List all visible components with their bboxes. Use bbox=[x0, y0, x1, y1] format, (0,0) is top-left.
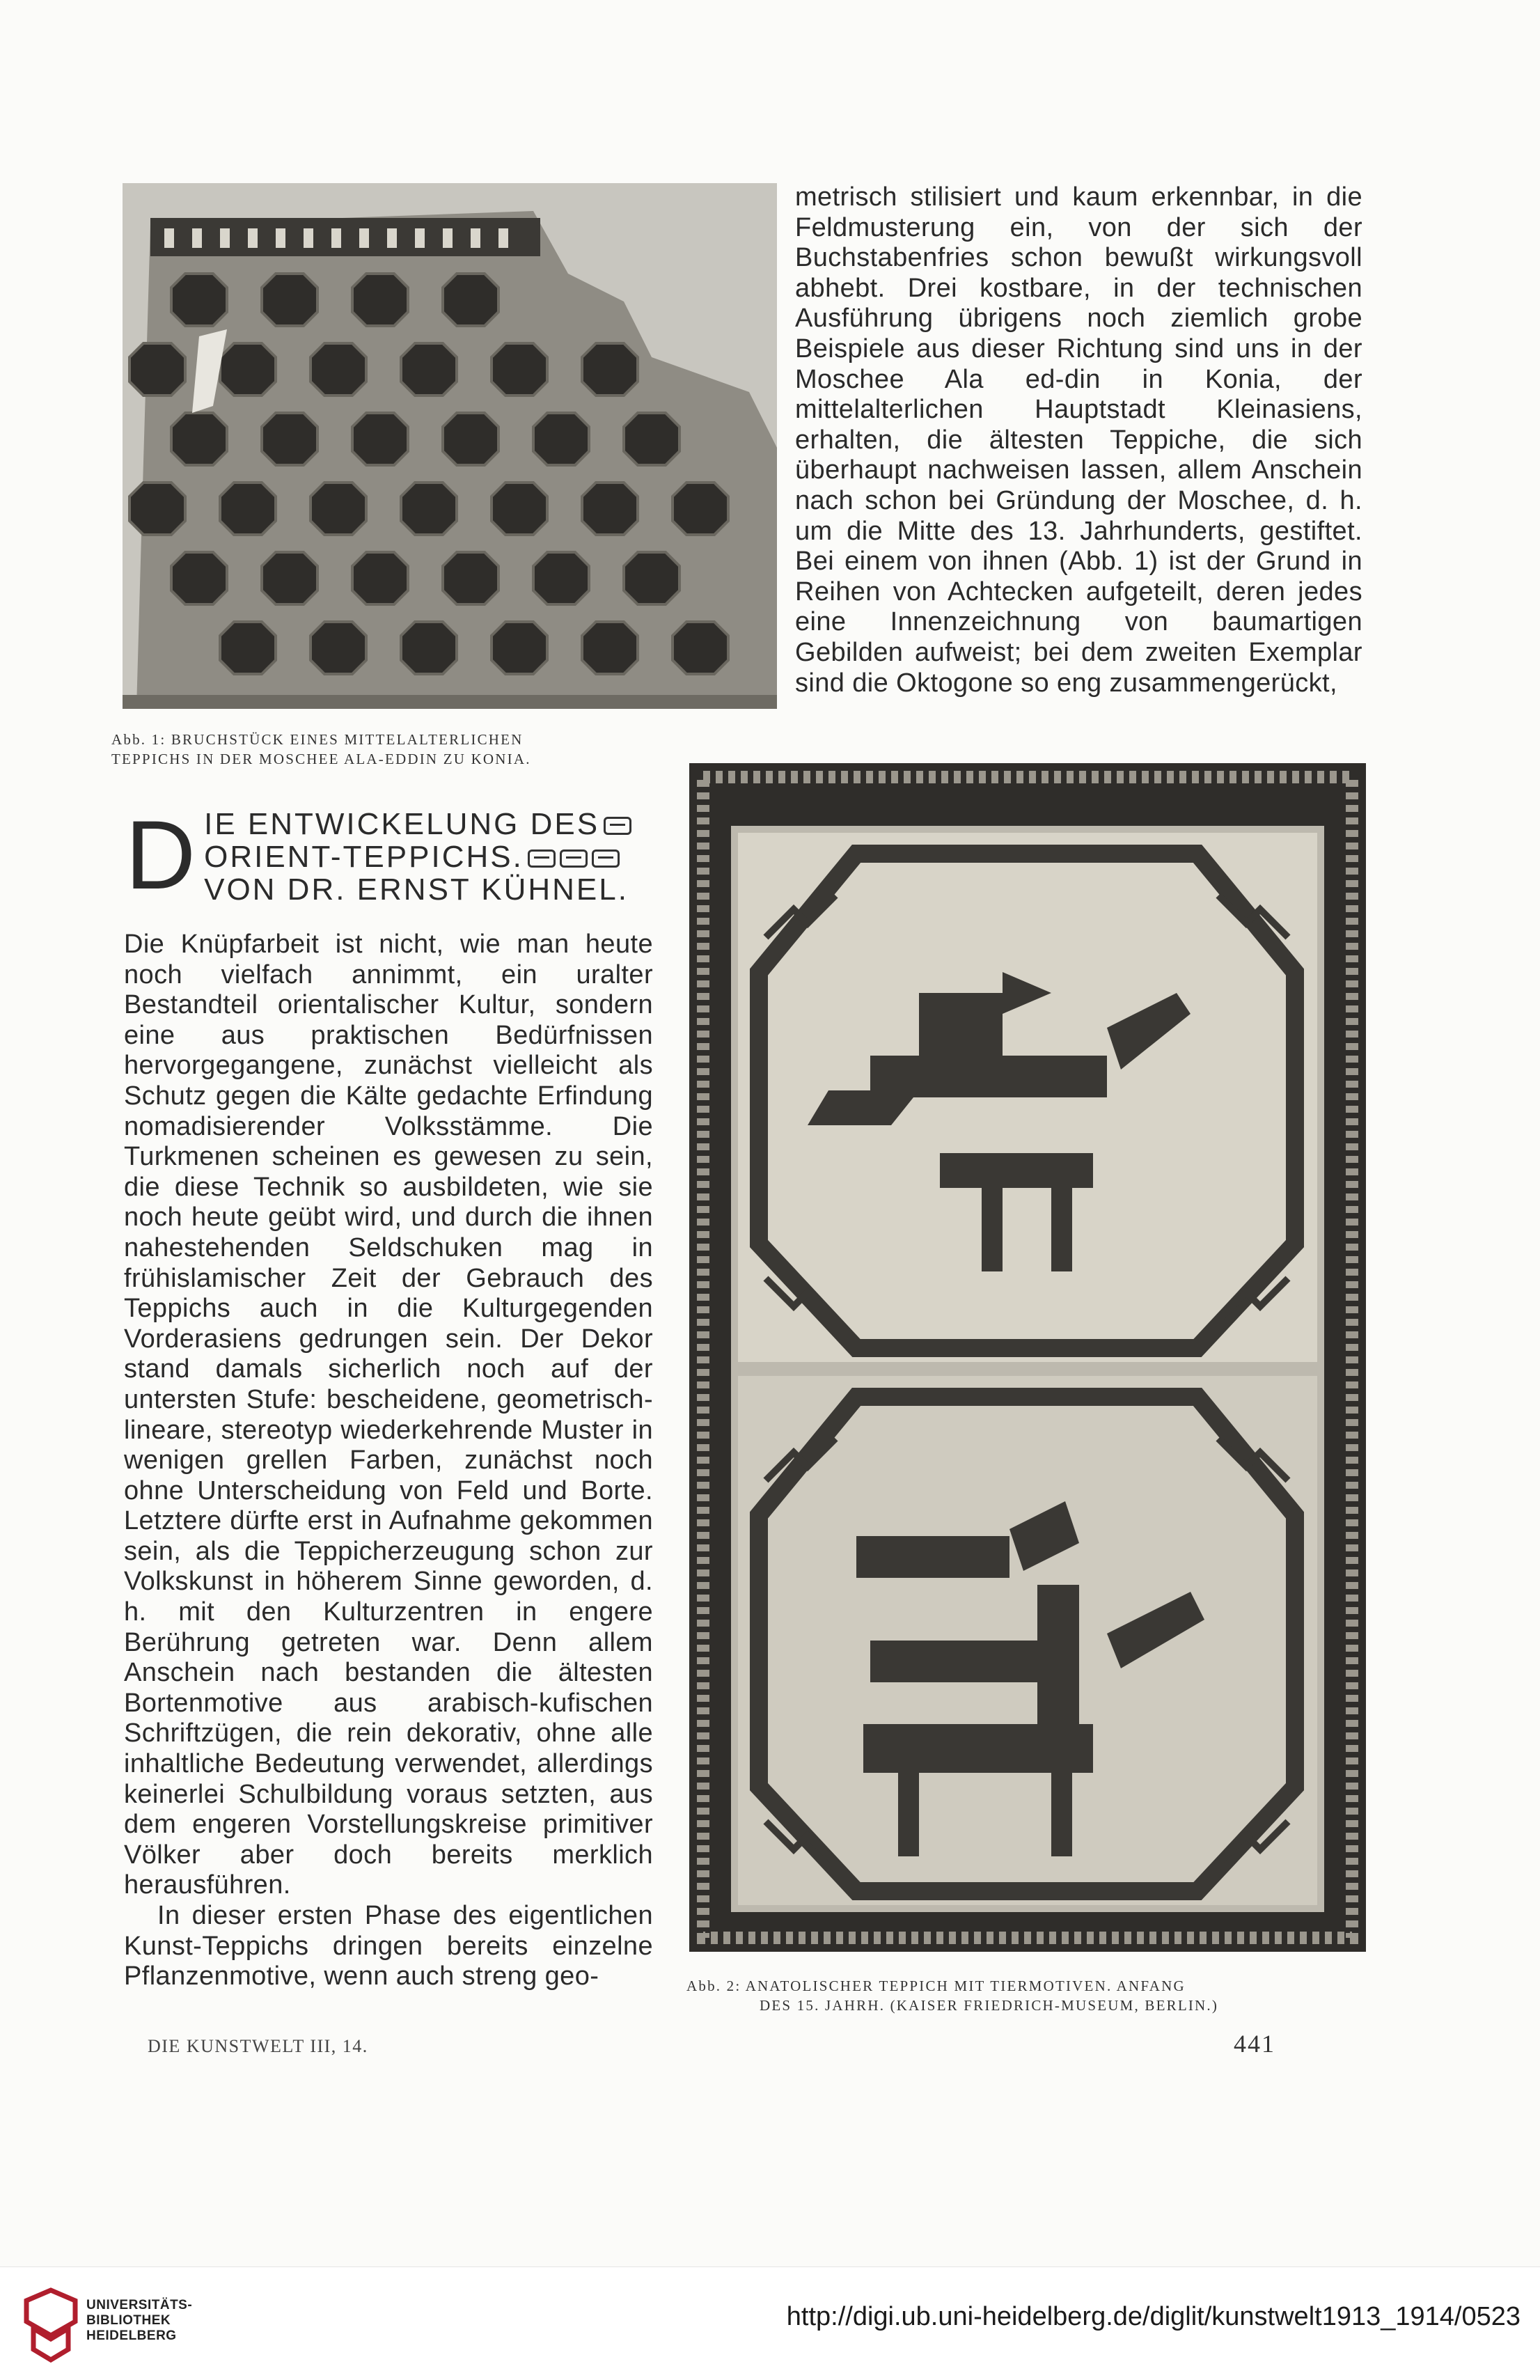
headline-author: VON DR. ERNST KÜHNEL. bbox=[204, 872, 629, 907]
left-column-paragraph-2: In dieser ersten Phase des eigentlichen Kunst-Teppichs dringen bereits einzelne Pflanzenmotive, wenn auch streng geo- bbox=[124, 1901, 653, 1991]
ornament-icon bbox=[560, 850, 588, 868]
library-name-line3: HEIDELBERG bbox=[86, 2328, 177, 2343]
page-number: 441 bbox=[1234, 2030, 1275, 2058]
headline-line2: ORIENT-TEPPICHS. bbox=[204, 840, 524, 874]
figure-1-caption-line1: Abb. 1: BRUCHSTÜCK EINES MITTELALTERLICHEN bbox=[111, 731, 524, 748]
figure-1-carpet-fragment bbox=[123, 183, 777, 709]
left-column-text bbox=[124, 930, 653, 1992]
library-name-line2: BIBLIOTHEK bbox=[86, 2313, 171, 2328]
journal-footer: DIE KUNSTWELT III, 14. bbox=[148, 2036, 368, 2056]
figure-2-anatolian-carpet bbox=[689, 763, 1366, 1952]
anatolian-carpet-illustration bbox=[689, 763, 1366, 1952]
headline-line1: IE ENTWICKELUNG DES bbox=[204, 807, 600, 841]
ornament-icon bbox=[604, 817, 631, 835]
figure-2-caption-line1: Abb. 2: ANATOLISCHER TEPPICH MIT TIERMOTIVEN. ANFANG bbox=[686, 1978, 1186, 1994]
ornament-icon bbox=[592, 850, 620, 868]
figure-2-caption bbox=[686, 1976, 1218, 2015]
ornament-icon bbox=[528, 850, 556, 868]
figure-1-caption bbox=[111, 730, 531, 769]
article-headline bbox=[125, 800, 657, 909]
source-url-link[interactable]: http://digi.ub.uni-heidelberg.de/diglit/kunstwelt1913_1914/0523 bbox=[786, 2302, 1521, 2331]
left-column-paragraph-1: Die Knüpfarbeit ist nicht, wie man heute noch vielfach annimmt, ein uralter Bestandteil orientalischer Kultur, sondern eine aus praktischen Bedürfnissen hervorgegangene, zunächst vielleicht als Schutz gegen die Kälte gedachte Erfindung nomadisierender Volksstämme. Die Turkmenen scheinen es gewesen zu sein, die diese Technik so ausbildeten, wie sie noch heute geübt wird, und durch die ihnen nahestehenden Seldschuken mag in frühislamischer Zeit der Gebrauch des Teppichs auch in die Kulturgegenden Vorderasiens gedrungen sein. Der Dekor stand damals sicherlich noch auf der untersten Stufe: bescheidene, geometrisch-lineare, stereotyp wiederkehrende Muster in wenigen grellen Farben, zunächst noch ohne Unterscheidung von Feld und Borte. Letztere dürfte erst in Aufnahme gekommen sein, als die Teppicherzeugung schon zur Volkskunst in höherem Sinne geworden, d. h. mit den Kulturzentren in engere Berührung getreten war. Denn allem Anschein nach bestanden die ältesten Bortenmotive aus arabisch-kufischen Schriftzügen, die rein dekorativ, ohne alle inhaltliche Bedeutung verwendet, allerdings keinerlei Schulbildung voraus setzten, aus dem engeren Vorstellungskreise primitiver Völker aber doch bereits merklich herausführen. bbox=[124, 930, 653, 1900]
library-bar bbox=[0, 2267, 1540, 2380]
library-logo-icon bbox=[19, 2287, 82, 2363]
figure-1-caption-line2: TEPPICHS IN DER MOSCHEE ALA-EDDIN ZU KONIA. bbox=[111, 751, 531, 767]
library-name bbox=[86, 2298, 192, 2344]
figure-2-caption-line2: DES 15. JAHRH. (KAISER FRIEDRICH-MUSEUM, BERLIN.) bbox=[760, 1997, 1219, 2014]
library-name-line1: UNIVERSITÄTS- bbox=[86, 2298, 193, 2312]
right-column-text bbox=[795, 182, 1362, 698]
carpet-fragment-illustration bbox=[123, 183, 777, 709]
right-column-paragraph: metrisch stilisiert und kaum erkennbar, in die Feldmusterung ein, von der sich der Buchstabenfries schon bewußt wirkungsvoll abhebt. Drei kostbare, in der technischen Ausführung übrigens noch ziemlich grobe Beispiele aus dieser Richtung sind uns in der Moschee Ala ed-din in Konia, der mittelalterlichen Hauptstadt Kleinasiens, erhalten, die ältesten Teppiche, die sich überhaupt nachweisen lassen, allem Anschein nach schon bei Gründung der Moschee, d. h. um die Mitte des 13. Jahrhunderts, gestiftet. Bei einem von ihnen (Abb. 1) ist der Grund in Reihen von Achtecken aufgeteilt, deren jedes eine Innenzeichnung von baumartigen Gebilden aufweist; bei dem zweiten Exemplar sind die Oktogone so eng zusammengerückt, bbox=[795, 182, 1362, 698]
headline-dropcap: D bbox=[125, 800, 196, 909]
